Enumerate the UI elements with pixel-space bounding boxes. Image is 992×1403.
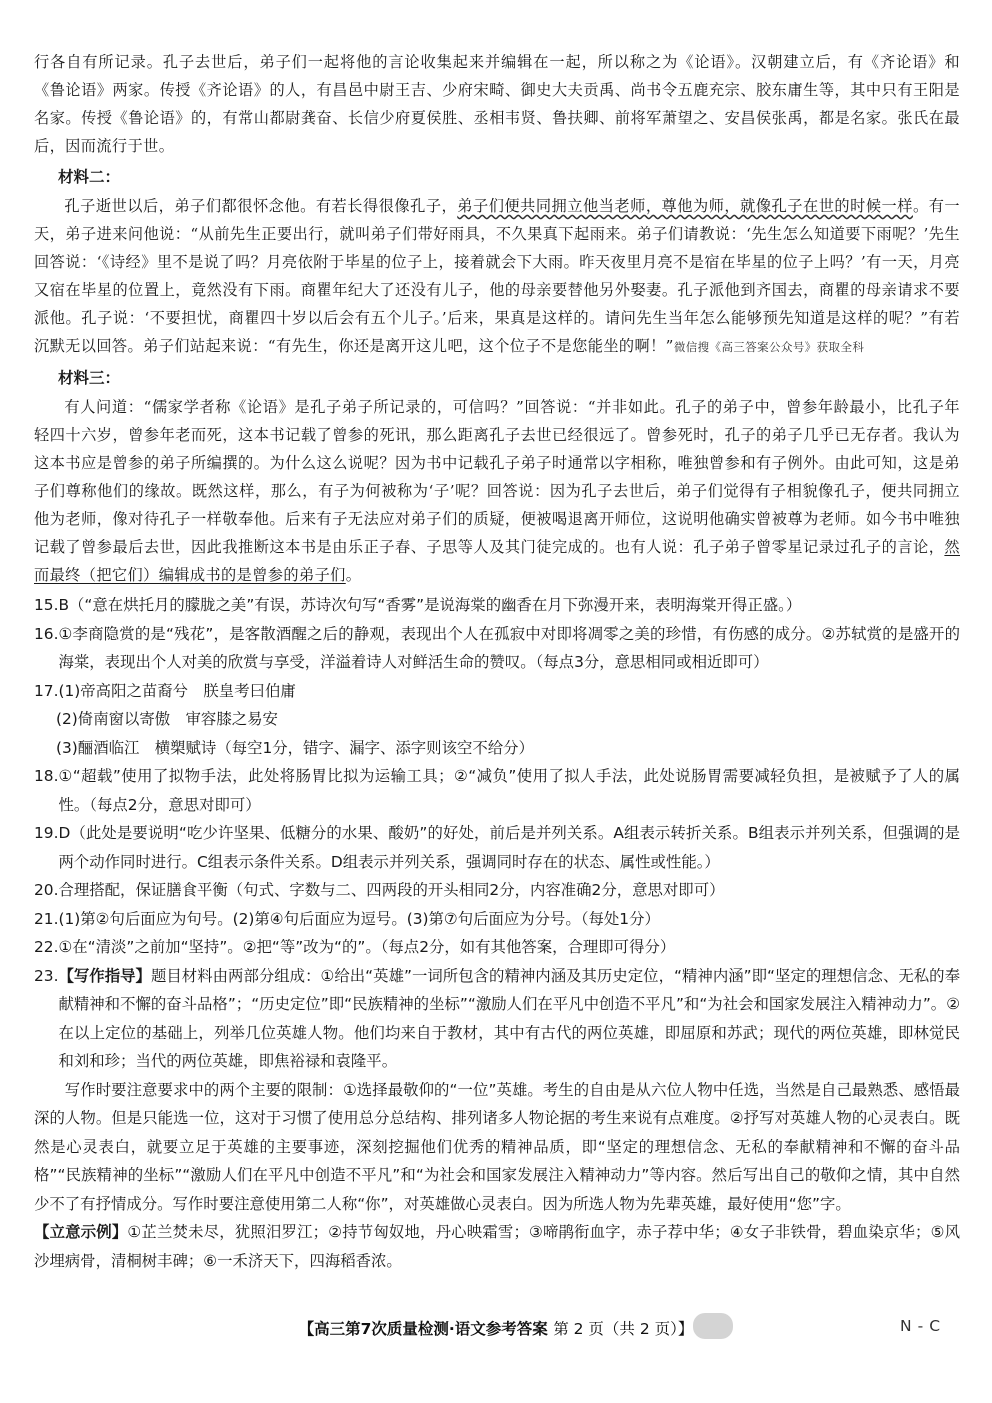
answer-text: ①“超载”使用了拟物手法，此处将肠胃比拟为运输工具；②“减负”使用了拟人手法，此处说肠胃需要减轻负担，是被赋予了人的属性。（每点2分，意思对即可） xyxy=(58,767,960,814)
answer-number: 21. xyxy=(34,909,59,928)
document-body xyxy=(34,48,960,1275)
answer-text: 合理搭配，保证膳食平衡（句式、字数与二、四两段的开头相同2分，内容准确2分，意思对即可） xyxy=(58,881,725,899)
answer-17-line3: (3)酾酒临江 横槊赋诗（每空1分，错字、漏字、添字则该空不给分） xyxy=(56,738,534,757)
answer-number: 20. xyxy=(34,881,59,899)
material-three-underlined: 然而最终（把它们）编辑成书的是曾参的弟子们 xyxy=(34,538,960,584)
answer-18 xyxy=(34,762,960,819)
answer-20 xyxy=(34,876,960,905)
answer-16 xyxy=(34,620,960,677)
promo-note: 微信搜《高三答案公众号》获取全科 xyxy=(673,340,865,354)
answer-number: 15. xyxy=(34,596,59,614)
answer-number: 16. xyxy=(34,624,59,643)
material-three-part1: 有人问道：“儒家学者称《论语》是孔子弟子所记录的，可信吗？”回答说：“并非如此。孔子的弟子中，曾参年龄最小，比孔子年轻四十六岁，曾参年老而死，这本书记载了曾参的死讯，那么距离孔子去世已经很远了。曾参死时，孔子的弟子几乎已无存者。我认为这本书应是曾参的弟子所编撰的。为什么这么说呢？因为书中记载孔子弟子时通常以字相称，唯独曾参和有子例外。由此可知，这是弟子们尊称他们的缘故。既然这样，那么，有子为何被称为‘子’呢？回答说：因为孔子去世后，弟子们觉得有子相貌像孔子，便共同拥立他为老师，像对待孔子一样敬奉他。后来有子无法应对弟子们的质疑，便被喝退离开师位，这说明他确实曾被尊为老师。如今书中唯独记载了曾参最后去世，因此我推断这本书是由乐正子春、子思等人及其门徒完成的。也有人说：孔子弟子曾零星记录过孔子的言论， xyxy=(34,398,960,556)
footer-page-number: 第 2 页（共 2 页）】 xyxy=(553,1320,694,1338)
answer-number: 22. xyxy=(34,938,59,956)
answer-text: (1)帝高阳之苗裔兮 朕皇考曰伯庸 xyxy=(58,681,296,700)
answer-text: ①李商隐赏的是“残花”，是客散酒醒之后的静观，表现出个人在孤寂中对即将凋零之美的珍惜，有伤感的成分。②苏轼赏的是盛开的海棠，表现出个人对美的欣赏与享受，洋溢着诗人对鲜活生命的赞叹。（每点3分，意思相同或相近即可） xyxy=(58,624,960,671)
answer-19 xyxy=(34,819,960,876)
answer-21 xyxy=(34,905,960,934)
answer-text: ①在“清淡”之前加“坚持”。②把“等”改为“的”。（每点2分，如有其他答案，合理即可得分） xyxy=(58,938,676,956)
smudge-mark xyxy=(693,1313,733,1339)
theme-examples-tag: 【立意示例】 xyxy=(34,1223,128,1241)
answer-text: D（此处是要说明“吃少许坚果、低糖分的水果、酸奶”的好处，前后是并列关系。A组表示转折关系。B组表示并列关系，但强调的是两个动作同时进行。C组表示条件关系。D组表示并列关系，强调同时存在的状态、属性或性能。） xyxy=(58,824,960,871)
theme-examples-text: ①芷兰焚未尽，犹照汨罗江；②持节匈奴地，丹心映霜雪；③啼鹃衔血字，赤子荐中华；④女子非铁骨，碧血染京华；⑤风沙埋病骨，清桐树丰碑；⑥一禾济天下，四海稻香浓。 xyxy=(34,1223,960,1270)
page-footer xyxy=(0,1317,992,1339)
answer-17-line2: (2)倚南窗以寄傲 审容膝之易安 xyxy=(56,710,278,728)
answer-22 xyxy=(34,933,960,962)
material-two-heading: 材料二： xyxy=(58,167,121,186)
material-one-tail: 行各自有所记录。孔子去世后，弟子们一起将他的言论收集起来并编辑在一起，所以称之为《论语》。汉朝建立后，有《齐论语》和《鲁论语》两家。传授《齐论语》的人，有昌邑中尉王吉、少府宋畸、御史大夫贡禹、尚书令五鹿充宗、胶东庸生等，其中只有王阳是名家。传授《鲁论语》的，有常山都尉龚奋、长信少府夏侯胜、丞相韦贤、鲁扶卿、前将军萧望之、安昌侯张禹，都是名家。张氏在最后，因而流行于世。 xyxy=(34,53,960,155)
material-two-text xyxy=(34,192,960,361)
answer-text: (1)第②句后面应为句号。(2)第④句后面应为逗号。(3)第⑦句后面应为分号。（每处1分） xyxy=(58,909,660,928)
material-two-wavy-underlined: 弟子们便共同拥立他当老师，尊他为师，就像孔子在世的时候一样 xyxy=(457,197,913,215)
material-three-part3: 。 xyxy=(345,566,362,584)
material-three-heading: 材料三： xyxy=(58,368,121,387)
footer-code: N-C xyxy=(900,1317,947,1335)
answer-15 xyxy=(34,591,960,620)
answer-number: 18. xyxy=(34,767,59,785)
answer-number: 19. xyxy=(34,824,59,842)
answer-23 xyxy=(34,962,960,1076)
writing-guide-tag: 【写作指导】 xyxy=(58,966,151,985)
answer-number: 23. xyxy=(34,966,59,985)
material-three-text xyxy=(34,393,960,589)
answer-text: B（“意在烘托月的朦胧之美”有误，苏诗次句写“香雾”是说海棠的幽香在月下弥漫开来，表明海棠开得正盛。） xyxy=(58,596,802,614)
material-two-part1: 孔子逝世以后，弟子们都很怀念他。有若长得很像孔子， xyxy=(64,197,458,215)
answer-17 xyxy=(34,677,960,706)
writing-guide-text: 题目材料由两部分组成：①给出“英雄”一词所包含的精神内涵及其历史定位，“精神内涵”即“坚定的理想信念、无私的奉献精神和不懈的奋斗品格”；“历史定位”即“民族精神的坐标”“激励人们在平凡中创造不平凡”和“为社会和国家发展注入精神动力”。②在以上定位的基础上，列举几位英雄人物。他们均来自于教材，其中有古代的两位英雄，即屈原和苏武；现代的两位英雄，即林觉民和刘和珍；当代的两位英雄，即焦裕禄和袁隆平。 xyxy=(58,966,960,1070)
answer-text xyxy=(58,962,960,1076)
writing-guide-para2: 写作时要注意要求中的两个主要的限制：①选择最敬仰的“一位”英雄。考生的自由是从六位人物中任选，当然是自己最熟悉、感悟最深的人物。但是只能选一位，这对于习惯了使用总分总结构、排列诸多人物论据的考生来说有点难度。②抒写对英雄人物的心灵表白。既然是心灵表白，就要立足于英雄的主要事迹，深刻挖掘他们优秀的精神品质，即“坚定的理想信念、无私的奉献精神和不懈的奋斗品格”“民族精神的坐标”“激励人们在平凡中创造不平凡”和“为社会和国家发展注入精神动力”等内容。然后写出自己的敬仰之情，其中自然少不了有抒情成分。写作时要注意使用第二人称“你”，对英雄做心灵表白。因为所选人物为先辈英雄，最好使用“您”字。 xyxy=(34,1080,960,1213)
theme-examples xyxy=(34,1218,960,1275)
footer-title: 【高三第7次质量检测·语文参考答案 xyxy=(298,1320,548,1338)
material-two-part3: 。有一天，弟子进来问他说：“从前先生正要出行，就叫弟子们带好雨具，不久果真下起雨来。弟子们请教说：‘先生怎么知道要下雨呢？’先生回答说：‘《诗经》里不是说了吗？月亮依附于毕星的位子上，接着就会下大雨。昨天夜里月亮不是宿在毕星的位子上吗？’有一天，月亮又宿在毕星的位置上，竟然没有下雨。商瞿年纪大了还没有儿子，他的母亲要替他另外娶妻。孔子派他到齐国去，商瞿的母亲请求不要派他。孔子说：‘不要担忧，商瞿四十岁以后会有五个儿子。’后来，果真是这样的。请问先生当年怎么能够预先知道是这样的呢？”有若沉默无以回答。弟子们站起来说：“有先生，你还是离开这儿吧，这个位子不是您能坐的啊！” xyxy=(34,197,961,355)
answer-number: 17. xyxy=(34,681,59,700)
